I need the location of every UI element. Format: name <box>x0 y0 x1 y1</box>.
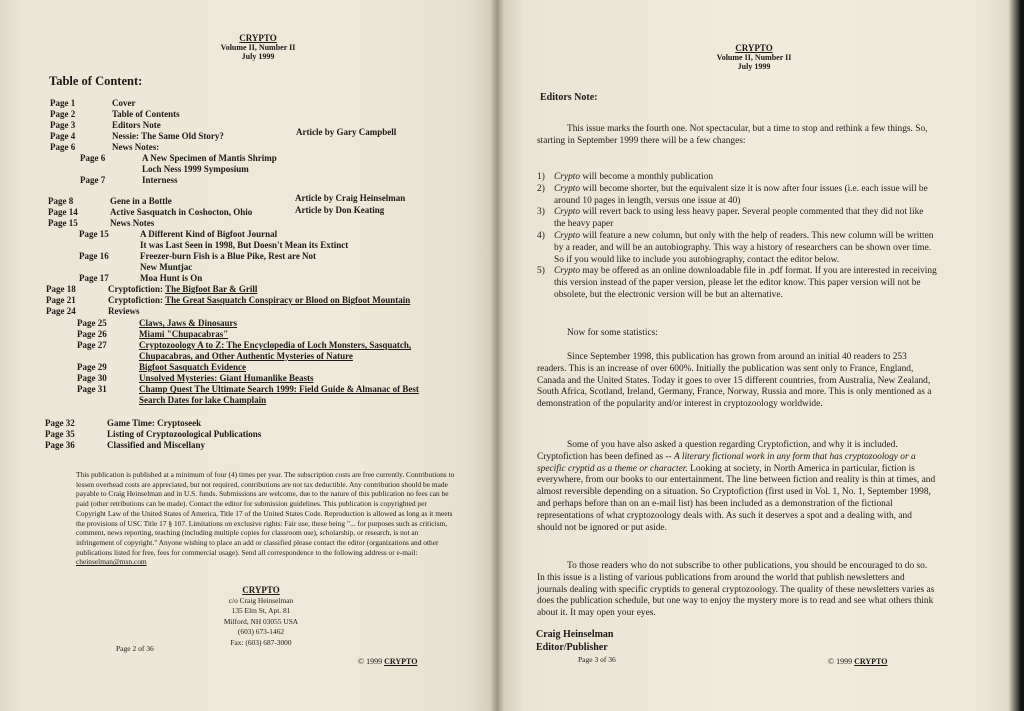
readers-paragraph <box>537 561 937 620</box>
list-item-text: may be offered as an online downloadable file in .pdf format. If you are interested in receiving this version instead of the paper version, please let the editor know. This paper version will not be obsolete, but the electronic version will be but an alternative. <box>554 266 937 300</box>
toc-entry-title: Table of Contents <box>112 109 180 119</box>
toc-entry-title: Gene in a Bottle <box>110 196 172 206</box>
toc-entry-link[interactable]: Claws, Jaws & Dinosaurs <box>139 318 238 328</box>
fine-print-text: This publication is published at a minimum of four (4) times per year. The subscription costs are free currently. Contributions to lessen overhead costs are appreciated, but not required, contributions are not tax deductible. Any contribution should be made payable to Craig Heinselman and in U.S. funds. Submissions are welcome, due to the nature of this publication no fees can be paid (other retributions can be made). Contact the editor for submission guidelines. This publication is copyrighted per Copyright Law of the United States of America, Title 17 of the United States Code. Reproduction is allowed as long as it meets the provisions of USC Title 17 § 107. Limitations on exclusive rights: Fair use, these being "... for purposes such as criticism, comment, news reporting, teaching (including multiple copies for classroom use), scholarship, or research, is not an infringement of copyright." Anyone wishing to place an add or classified please contact the editor (organizations and other publications listed for free, fees for commercial usage). Send all correspondence to the following address or e-mail: <box>76 470 455 557</box>
toc-page-number: Page 7 <box>80 175 106 185</box>
copyright-brand: CRYPTO <box>384 657 418 666</box>
left-header-date: July 1999 <box>241 52 275 61</box>
right-page-header <box>709 44 799 71</box>
toc-entry-title: New Muntjac <box>140 262 193 272</box>
intro-paragraph: This issue marks the fourth one. Not spectacular, but a time to stop and rethink a few things. So, starting in September 1999 there will be a few changes: <box>537 124 928 146</box>
toc-entry-title: News Notes: <box>112 142 160 152</box>
list-item <box>537 266 937 301</box>
editors-note-heading: Editors Note: <box>540 92 598 103</box>
cryptofiction-paragraph <box>537 440 937 534</box>
right-copyright <box>828 657 887 666</box>
list-item-em: Crypto <box>554 230 581 241</box>
list-item <box>537 231 937 266</box>
toc-entry-page1 <box>50 98 75 109</box>
toc-page-number: Page 1 <box>50 98 76 108</box>
signature <box>536 628 614 654</box>
toc-entry-title: Freezer-burn Fish is a Blue Pike, Rest are Not <box>140 251 317 261</box>
toc-entry-title: Editors Note <box>112 120 161 130</box>
toc-page-number: Page 6 <box>50 142 76 152</box>
readers-paragraph-text: To those readers who do not subscribe to other publications, you should be encouraged to do so. In this issue is a listing of various publications from around the world that publish newsletters and journals dealing with specific cryptids to general cryptozoology. The quality of these newsletters varies as does the publication schedule, but one way to enjoy the mystery more is to read and see what others think about it. It may open your eyes. <box>537 561 935 619</box>
toc-page-number: Page 21 <box>46 295 76 305</box>
toc-entry-title: Active Sasquatch in Coshocton, Ohio <box>110 207 253 217</box>
toc-entry-link[interactable]: Bigfoot Sasquatch Evidence <box>139 362 247 372</box>
toc-entry-title: Interness <box>142 175 178 185</box>
toc-page-number: Page 36 <box>45 440 75 450</box>
toc-page-number: Page 15 <box>79 229 109 239</box>
page-edge-shadow <box>1009 0 1024 711</box>
toc-entry-link[interactable]: The Bigfoot Bar & Grill <box>165 284 258 294</box>
cryptofiction-text-b: Looking at society, in North America in particular, fiction is everywhere, from our books to our entertainment. The line between fiction and reality is thin at times, and almost reversible depending on a situation. So Cryptofiction (first used in Vol. 1, No. 1, September 1998, and perhaps before than on an e-mail list) has been included as a demonstration of the fictional representations of what cryptozoology deals with. As such it deserves a spot and a dealing with, and should not be ignored or put aside. <box>537 463 936 533</box>
address-line: Fax: (603) 687-3000 <box>230 637 292 647</box>
toc-entry-label: Cryptofiction: <box>108 284 163 294</box>
address-line: 135 Elm St, Apt. 81 <box>231 606 291 615</box>
list-item-em: Crypto <box>554 266 581 277</box>
toc-entry-credit: Article by Gary Campbell <box>296 127 397 137</box>
right-header-title: CRYPTO <box>735 43 773 53</box>
signature-name: Craig Heinselman <box>536 629 614 640</box>
list-item-em: Crypto <box>554 183 581 194</box>
toc-page-number: Page 31 <box>77 384 107 394</box>
list-item-em: Crypto <box>554 172 581 182</box>
toc-entry-title: A New Specimen of Mantis Shrimp <box>142 153 277 163</box>
right-page-number: Page 3 of 36 <box>578 655 616 664</box>
left-page-number: Page 2 of 36 <box>116 644 154 653</box>
toc-title: Table of Content: <box>49 74 143 88</box>
toc-entry-link[interactable]: Search Dates for lake Champlain <box>139 395 267 405</box>
toc-entry-title: Nessie: The Same Old Story? <box>112 131 224 141</box>
growth-paragraph <box>537 352 937 411</box>
left-page-header <box>218 34 298 61</box>
signature-title: Editor/Publisher <box>536 642 608 653</box>
list-item <box>537 207 937 231</box>
mailing-address <box>196 585 326 648</box>
list-item-text: will revert back to using less heavy paper. Several people commented that they did not like the heavy paper <box>554 207 924 230</box>
toc-page-number: Page 15 <box>48 218 78 228</box>
cryptofiction-text-a: Some of you have also asked a question regarding Cryptofiction, and why it is included. Cryptofiction has been defined as -- <box>537 440 898 462</box>
list-item <box>537 184 937 208</box>
toc-entry-link[interactable]: Miami "Chupacabras" <box>139 329 229 339</box>
stats-intro <box>537 328 937 340</box>
list-item-text: will feature a new column, but only with the help of readers. This new column will be written by a reader, and will be an autobiography. This way a history of researchers can be shown over time. So if you would like to include you autobiography, contact the editor below. <box>554 230 934 265</box>
toc-entry-link[interactable]: Chupacabras, and Other Authentic Mysteries of Nature <box>139 351 353 361</box>
toc-page-number: Page 35 <box>45 429 75 439</box>
stats-intro-text: Now for some statistics: <box>567 328 658 338</box>
toc-entry-label: Cryptofiction: <box>108 295 163 305</box>
cryptofiction-paragraph-text <box>537 440 937 534</box>
toc-entry-title: Loch Ness 1999 Symposium <box>142 164 249 174</box>
address-line: c/o Craig Heinselman <box>228 595 294 605</box>
left-header-title: CRYPTO <box>239 33 277 43</box>
toc-entry-title: Game Time: Cryptoseek <box>107 418 202 428</box>
toc-page-number: Page 8 <box>48 196 74 206</box>
address-line: (603) 673-1462 <box>237 627 285 636</box>
copyright-brand: CRYPTO <box>854 657 888 666</box>
toc-page-number: Page 6 <box>80 153 106 163</box>
toc-page-number: Page 27 <box>77 340 107 350</box>
copyright-text: © 1999 <box>828 657 853 666</box>
toc-page-number: Page 30 <box>77 373 107 383</box>
list-item-number: 4) <box>537 230 545 241</box>
toc-page-number: Page 24 <box>46 306 76 316</box>
toc-page-number: Page 4 <box>50 131 76 141</box>
list-item <box>537 172 937 184</box>
list-item-number: 2) <box>537 183 545 194</box>
right-header-volume: Volume II, Number II <box>716 53 792 62</box>
left-page <box>0 0 497 711</box>
left-copyright <box>358 657 417 666</box>
toc-entry-title: A Different Kind of Bigfoot Journal <box>140 229 278 239</box>
growth-paragraph-text: Since September 1998, this publication has grown from around an initial 40 readers to 253 readers. This is an increase of over 600%. Initially the publication was sent only to France, England, Canada and the United States. Today it goes to over 15 different countries, from Australia, New Zealand, South Africa, Scotland, Ireland, Germany, France, Norway, Russia and more. This is only mentioned as a demonstration of the popularity and/or interest in cryptozoology worldwide. <box>537 352 932 410</box>
left-header-volume: Volume II, Number II <box>220 43 296 52</box>
editors-note-intro <box>537 124 937 148</box>
list-item-text: will become a monthly publication <box>580 172 714 182</box>
toc-entry-title: Listing of Cryptozoological Publications <box>107 429 262 439</box>
toc-entry-title: Moa Hunt is On <box>140 273 203 283</box>
toc-entry-title <box>108 295 410 306</box>
fine-print <box>76 470 456 567</box>
toc-page-number: Page 16 <box>79 251 109 261</box>
toc-page-number: Page 18 <box>46 284 76 294</box>
toc-page-number: Page 14 <box>48 207 78 217</box>
list-item-em: Crypto <box>554 207 581 218</box>
toc-page-number: Page 26 <box>77 329 107 339</box>
toc-page-number: Page 2 <box>50 109 76 119</box>
list-item-number: 3) <box>537 207 545 218</box>
toc-entry-link[interactable]: Champ Quest The Ultimate Search 1999: Field Guide & Almanac of Best <box>139 384 419 394</box>
cryptofiction-definition: A literary fictional work in any form that has cryptozoology or a specific cryptid as a theme or character. <box>537 451 916 474</box>
toc-page-number: Page 29 <box>77 362 107 372</box>
toc-entry-link[interactable]: The Great Sasquatch Conspiracy or Blood on Bigfoot Mountain <box>165 295 411 305</box>
toc-entry-title: Reviews <box>108 306 140 316</box>
book-gutter <box>490 0 504 711</box>
toc-entry-title <box>108 284 257 295</box>
toc-entry-title: News Notes <box>110 218 155 228</box>
toc-entry-credit: Article by Don Keating <box>295 205 385 215</box>
right-header-date: July 1999 <box>737 62 771 71</box>
toc-entry-credit: Article by Craig Heinselman <box>295 193 406 203</box>
changes-list <box>537 172 937 302</box>
toc-entry-link[interactable]: Unsolved Mysteries: Giant Humanlike Beasts <box>139 373 314 383</box>
list-item-text: will become shorter, but the equivalent size it is now after four issues (i.e. each issue will be around 10 pages in length, versus one issue at 40) <box>554 183 928 206</box>
list-item-number: 1) <box>537 172 545 182</box>
list-item-number: 5) <box>537 266 545 277</box>
toc-entry-title: It was Last Seen in 1998, But Doesn't Mean its Extinct <box>140 240 349 250</box>
editor-email-link[interactable]: cheinselman@msn.com <box>76 557 147 567</box>
copyright-text: © 1999 <box>358 657 383 666</box>
toc-page-number: Page 32 <box>45 418 75 428</box>
toc-entry-link[interactable]: Cryptozoology A to Z: The Encyclopedia of Loch Monsters, Sasquatch, <box>139 340 412 350</box>
address-line: Milford, NH 03055 USA <box>223 616 299 626</box>
toc-page-number: Page 25 <box>77 318 107 328</box>
toc-entry-title: Classified and Miscellany <box>107 440 206 450</box>
toc-page-number: Page 17 <box>79 273 109 283</box>
toc-page-number: Page 3 <box>50 120 76 130</box>
toc-entry-title: Cover <box>112 98 136 108</box>
address-name: CRYPTO <box>242 585 280 595</box>
